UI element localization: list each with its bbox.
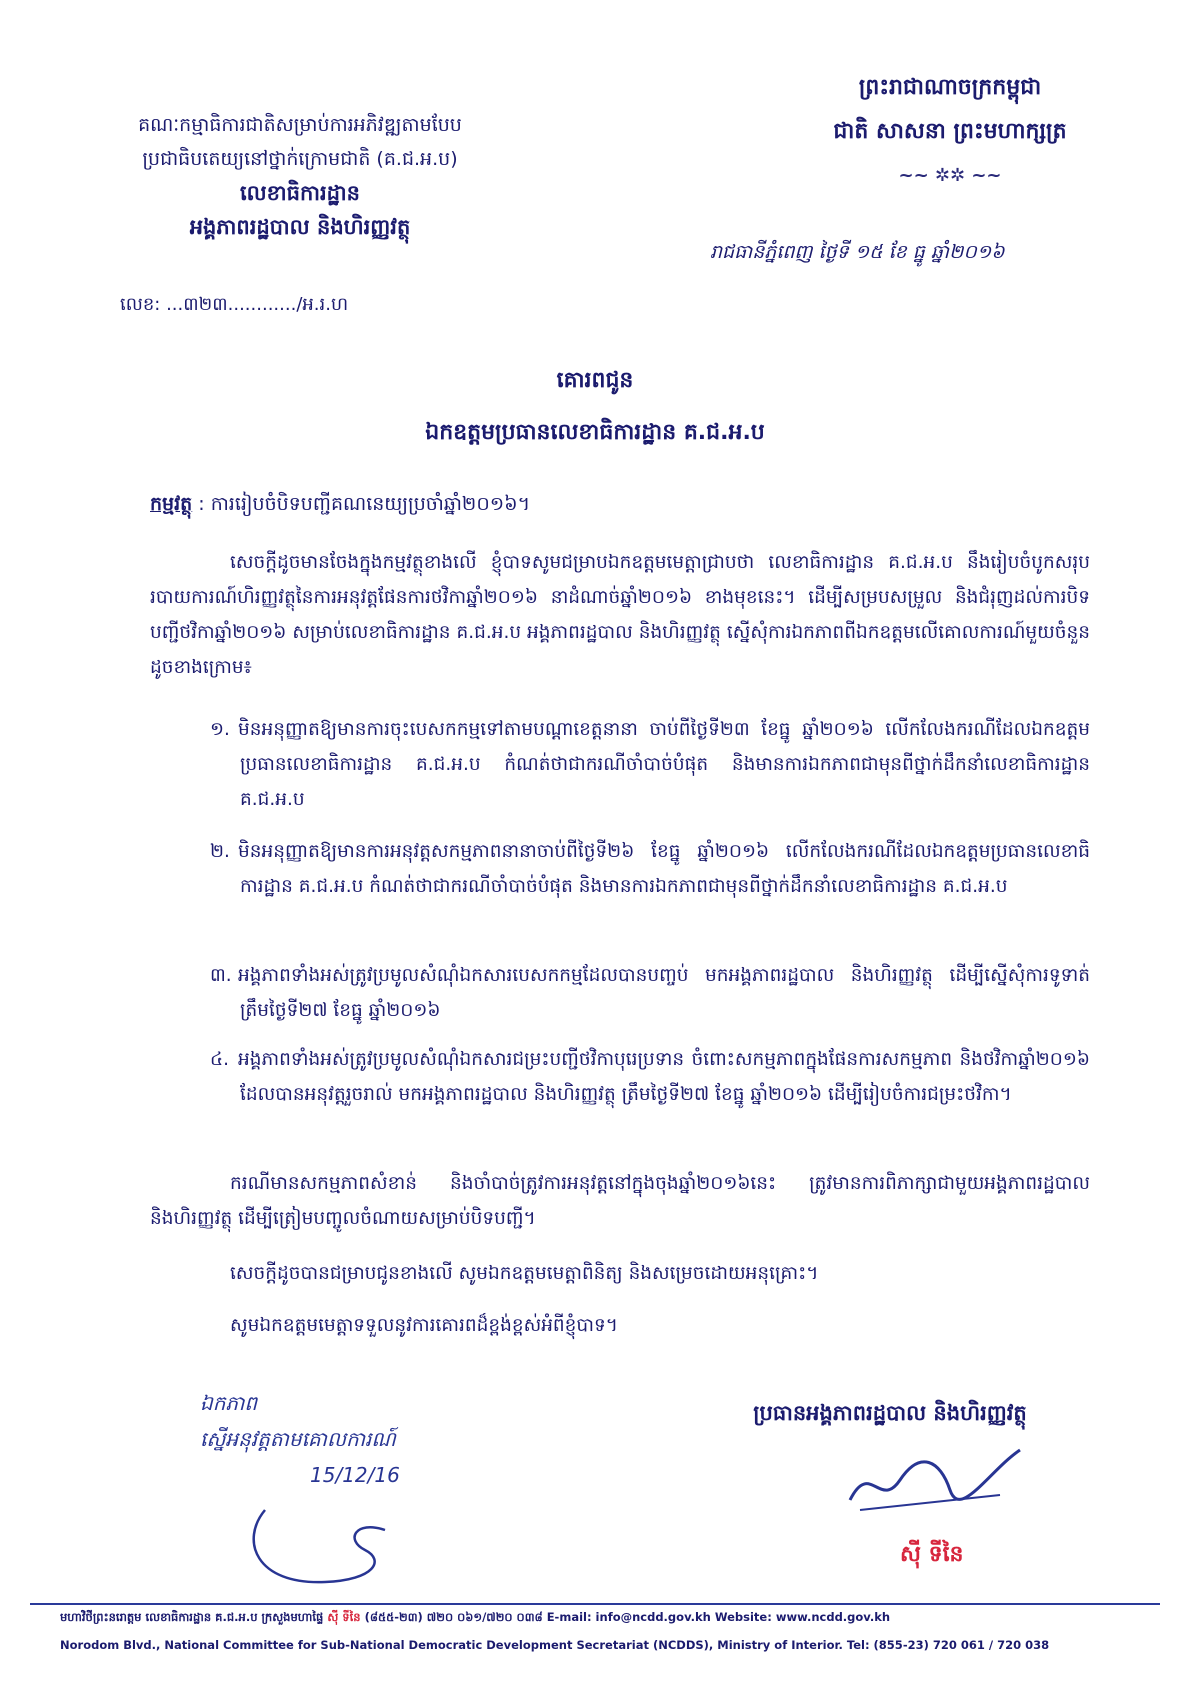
list-item-number: ១.: [210, 719, 230, 740]
subject-line: [150, 492, 1100, 520]
handwritten-signature-icon: [235, 1500, 445, 1600]
list-item: [210, 1042, 1090, 1112]
list-item-text: អង្គភាពទាំងអស់ត្រូវប្រមូលសំណុំឯកសារបេសកកម្មដែលបានបញ្ចប់ មកអង្គភាពរដ្ឋបាល និងហិរញ្ញវត្ថុ ដើម្បីស្នើសុំការទូទាត់ ត្រឹមថ្ងៃទី២៧ ខែធ្នូ ឆ្នាំ២០១៦: [238, 965, 1090, 1021]
reference-value: ៣២៣: [183, 294, 228, 315]
ornament-icon: ~~ ✲✲ ~~: [898, 165, 1002, 186]
signature-icon: [830, 1440, 1030, 1530]
date-line: រាជធានីភ្នំពេញ ថ្ងៃទី ១៥ ខែ ធ្នូ ឆ្នាំ២០១៦: [710, 241, 1005, 263]
list-item-number: ៣.: [210, 965, 232, 986]
list-item-text: មិនអនុញ្ញាតឱ្យមានការអនុវត្តសកម្មភាពនានាចាប់ពីថ្ងៃទី២៦ ខែធ្នូ ឆ្នាំ២០១៦ លើកលែងករណីដែលឯកឧត្តមប្រធានលេខាធិការដ្ឋាន គ.ជ.អ.ប កំណត់ថាជាករណីចាំបាច់បំផុត និងមានការឯកភាពជាមុនពីថ្នាក់ដឹកនាំលេខាធិការដ្ឋាន គ.ជ.អ.ប: [238, 841, 1090, 897]
footer-phone: (៨៥៥-២៣) ៧២០ ០៦១/៧២០ ០៣៨: [364, 1610, 543, 1624]
footer-stamp-overlay: ស៊ី ទីនៃ: [327, 1610, 361, 1624]
footer-address: មហាវិថីព្រះនរោត្តម លេខាធិការដ្ឋាន គ.ជ.អ.ប ក្រសួងមហាផ្ទៃ: [60, 1610, 324, 1624]
body-paragraph-2: ករណីមានសកម្មភាពសំខាន់ និងចាំបាច់ត្រូវការអនុវត្តនៅក្នុងចុងឆ្នាំ២០១៦នេះ ត្រូវមានការពិភាក្សាជាមួយអង្គភាពរដ្ឋបាល និងហិរញ្ញវត្ថុ ដើម្បីត្រៀមបញ្ចូលចំណាយសម្រាប់បិទបញ្ជី។: [150, 1173, 1090, 1229]
footer-email[interactable]: E-mail: info@ncdd.gov.kh: [546, 1610, 711, 1624]
handwritten-note-line-1: ឯកភាព: [200, 1391, 258, 1415]
list-item: [210, 712, 1090, 817]
list-item-text: មិនអនុញ្ញាតឱ្យមានការចុះបេសកកម្មទៅតាមបណ្តាខេត្តនានា ចាប់ពីថ្ងៃទី២៣ ខែធ្នូ ឆ្នាំ២០១៦ លើកលែងករណីដែលឯកឧត្តមប្រធានលេខាធិការដ្ឋាន គ.ជ.អ.ប កំណត់ថាជាករណីចាំបាច់បំផុត និងមានការឯកភាពជាមុនពីថ្នាក់ដឹកនាំលេខាធិការដ្ឋាន គ.ជ.អ.ប: [238, 719, 1090, 810]
list-item-number: ២.: [210, 841, 230, 862]
handwritten-note: [200, 1385, 560, 1493]
list-item: [210, 958, 1090, 1028]
kingdom-title: ព្រះរាជាណាចក្រកម្ពុជា: [858, 75, 1042, 100]
list-item-text: អង្គភាពទាំងអស់ត្រូវប្រមូលសំណុំឯកសារជម្រះបញ្ជីថវិកាបុរេប្រទាន ចំពោះសកម្មភាពក្នុងផែនការសកម្មភាព និងថវិកាឆ្នាំ២០១៦ ដែលបានអនុវត្តរួចរាល់ មកអង្គភាពរដ្ឋបាល និងហិរញ្ញវត្ថុ ត្រឹមថ្ងៃទី២៧ ខែធ្នូ ឆ្នាំ២០១៦ ដើម្បីរៀបចំការជម្រះថវិកា។: [238, 1049, 1090, 1105]
sender-block: [70, 108, 530, 244]
subject-text: : ការរៀបចំបិទបញ្ជីគណនេយ្យប្រចាំឆ្នាំ២០១៦។: [198, 493, 531, 515]
body-paragraph-3: សេចក្តីដូចបានជម្រាបជូនខាងលើ សូមឯកឧត្តមមេត្តាពិនិត្យ និងសម្រេចដោយអនុគ្រោះ។: [230, 1263, 819, 1284]
reference-number: លេខ: ...៣២៣............/អ.រ.ហ: [120, 294, 349, 315]
subject-label: កម្មវត្ថុ: [150, 493, 193, 515]
sender-line-2: ប្រជាធិបតេយ្យនៅថ្នាក់ក្រោមជាតិ (គ.ជ.អ.ប): [142, 148, 458, 170]
signatory-name: ស៊ី ទីនៃ: [900, 1542, 964, 1567]
addressee-salutation: គោរពជូន: [556, 368, 634, 393]
kingdom-motto: ជាតិ សាសនា ព្រះមហាក្សត្រ: [833, 119, 1067, 144]
footer-website[interactable]: Website: www.ncdd.gov.kh: [714, 1610, 891, 1624]
body-intro: សេចក្តីដូចមានចែងក្នុងកម្មវត្ថុខាងលើ ខ្ញុំបាទសូមជម្រាបឯកឧត្តមមេត្តាជ្រាបថា លេខាធិការដ្ឋាន គ.ជ.អ.ប នឹងរៀបចំបូកសរុបរបាយការណ៍ហិរញ្ញវត្ថុនៃការអនុវត្តផែនការថវិកាឆ្នាំ២០១៦ នាដំណាច់ឆ្នាំ២០១៦ ខាងមុខនេះ។ ដើម្បីសម្របសម្រួល និងជំរុញដល់ការបិទបញ្ជីថវិកាឆ្នាំ២០១៦ សម្រាប់លេខាធិការដ្ឋាន គ.ជ.អ.ប អង្គភាពរដ្ឋបាល និងហិរញ្ញវត្ថុ ស្នើសុំការឯកភាពពីឯកឧត្តមលើគោលការណ៍មួយចំនួន ដូចខាងក្រោម៖: [150, 552, 1090, 678]
list-item: [210, 834, 1090, 904]
sender-unit: អង្គភាពរដ្ឋបាល និងហិរញ្ញវត្ថុ: [189, 215, 411, 239]
body-paragraph-4: សូមឯកឧត្តមមេត្តាទទួលនូវការគោរពដ៏ខ្ពង់ខ្ពស់អំពីខ្ញុំបាទ។: [230, 1315, 618, 1336]
kingdom-header: [780, 66, 1120, 198]
handwritten-note-date: 15/12/16: [310, 1463, 400, 1487]
reference-label: លេខ:: [120, 294, 161, 315]
reference-suffix: /អ.រ.ហ: [296, 294, 349, 315]
addressee-name: ឯកឧត្តមប្រធានលេខាធិការដ្ឋាន គ.ជ.អ.ប: [425, 420, 765, 445]
list-item-number: ៤.: [210, 1049, 229, 1070]
sender-secretariat: លេខាធិការដ្ឋាន: [240, 181, 360, 205]
signatory-title: ប្រធានអង្គភាពរដ្ឋបាល និងហិរញ្ញវត្ថុ: [753, 1401, 1027, 1425]
handwritten-note-line-2: ស្នើអនុវត្តតាមគោលការណ៍: [200, 1427, 396, 1451]
sender-line-1: គណៈកម្មាធិការជាតិសម្រាប់ការអភិវឌ្ឍតាមបែប: [138, 114, 462, 136]
footer-khmer-address: [60, 1610, 1140, 1627]
footer-divider: [30, 1603, 1160, 1605]
footer-english-address: Norodom Blvd., National Committee for Sub-National Democratic Development Secretariat (NCDDS), Ministry of Interior. Tel: (855-23) 720 061 / 720 038: [60, 1638, 1050, 1652]
